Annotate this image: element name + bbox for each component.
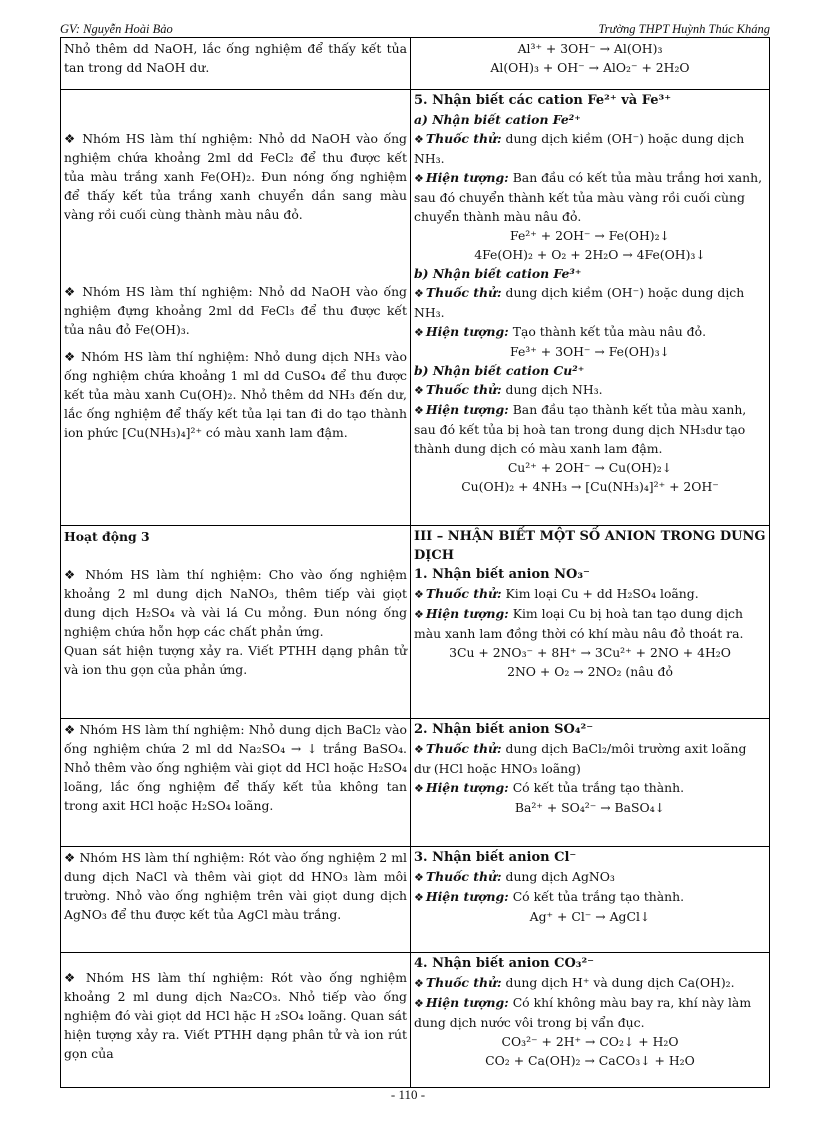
phenomenon-label: Hiện tượng: [425,780,509,795]
table-cell-left [61,90,411,526]
experiment-fe2: ❖ Nhóm HS làm thí nghiệm: Nhỏ dd NaOH vào ống nghiệm chứa khoảng 2ml dd FeCl₂ để thu được kết tủa màu trắng xanh Fe(OH)₂. Đun nóng ống nghiệm để thấy kết tủa trắng xanh chuyển dần sang màu vàng rồi cuối cùng thành màu nâu đỏ. [64,131,407,222]
reagent-text: Kim loại Cu + dd H₂SO₄ loãng. [505,586,699,601]
table-cell-right [411,953,770,1088]
reagent-text: dung dịch AgNO₃ [505,869,615,884]
phenomenon-text: Có kết tủa trắng tạo thành. [512,780,685,795]
header-school: Trường THPT Huỳnh Thúc Kháng [598,22,770,36]
reagent-label: Thuốc thử: [425,586,502,601]
phenomenon-label: Hiện tượng: [425,170,509,185]
cell-text: Nhỏ thêm dd NaOH, lắc ống nghiệm để thấy kết tủa tan trong dd NaOH dư. [64,41,407,75]
table-row [61,90,770,526]
diamond-bullet-icon: ❖ [414,743,424,756]
section-title: 1. Nhận biết anion NO₃⁻ [414,567,590,582]
subsection-title: b) Nhận biết cation Fe³⁺ [414,266,582,281]
table-cell-left [61,526,411,719]
equation: Cu²⁺ + 2OH⁻ → Cu(OH)₂↓ [507,460,673,475]
phenomenon-label: Hiện tượng: [425,889,509,904]
table-row [61,526,770,719]
subsection-title: b) Nhận biết cation Cu²⁺ [414,363,585,378]
lesson-table [60,37,770,1088]
reagent-label: Thuốc thử: [425,382,502,397]
section-title: 2. Nhận biết anion SO₄²⁻ [414,722,594,737]
phenomenon-text: Có khí không màu bay ra, khí này làm dung dịch nước vôi trong bị vẩn đục. [414,995,752,1030]
diamond-bullet-icon: ❖ [414,608,424,621]
table-row [61,719,770,847]
section-title: 4. Nhận biết anion CO₃²⁻ [414,956,595,971]
table-cell-left [61,953,411,1088]
experiment-no3-note: Quan sát hiện tượng xảy ra. Viết PTHH dạng phân tử và ion thu gọn của phản ứng. [64,643,407,677]
reagent-label: Thuốc thử: [425,131,502,146]
diamond-bullet-icon: ❖ [414,588,424,601]
table-cell-left [61,847,411,953]
reagent-text: dung dịch H⁺ và dung dịch Ca(OH)₂. [505,975,735,990]
reagent-text: dung dịch NH₃. [505,382,603,397]
table-cell-left [61,38,411,90]
reagent-text: dung dịch BaCl₂/môi trường axit loãng dư (HCl hoặc HNO₃ loãng) [414,741,747,776]
section-title: 3. Nhận biết anion Cl⁻ [414,850,577,865]
table-cell-right [411,90,770,526]
phenomenon-label: Hiện tượng: [425,402,509,417]
equation: CO₂ + Ca(OH)₂ → CaCO₃↓ + H₂O [485,1053,695,1068]
equation: Ba²⁺ + SO₄²⁻ → BaSO₄↓ [514,800,666,815]
equation: Fe³⁺ + 3OH⁻ → Fe(OH)₃↓ [510,344,670,359]
equation: Al³⁺ + 3OH⁻ → Al(OH)₃ [517,41,663,56]
phenomenon-text: Kim loại Cu bị hoà tan tạo dung dịch màu xanh lam đồng thời có khí màu nâu đỏ thoát ra. [414,606,744,641]
phenomenon-text: Ban đầu tạo thành kết tủa màu xanh, sau đó kết tủa bị hoà tan trong dung dịch NH₃dư tạo thành dung dịch có màu xanh lam đậm. [414,402,747,456]
diamond-bullet-icon: ❖ [414,891,424,904]
table-row [61,953,770,1088]
phenomenon-label: Hiện tượng: [425,995,509,1010]
equation: 4Fe(OH)₂ + O₂ + 2H₂O → 4Fe(OH)₃↓ [474,247,706,262]
diamond-bullet-icon: ❖ [414,172,424,185]
diamond-bullet-icon: ❖ [414,384,424,397]
equation: CO₃²⁻ + 2H⁺ → CO₂↓ + H₂O [501,1034,679,1049]
reagent-label: Thuốc thử: [425,869,502,884]
equation: Cu(OH)₂ + 4NH₃ → [Cu(NH₃)₄]²⁺ + 2OH⁻ [461,479,719,494]
reagent-text: dung dịch kiềm (OH⁻) hoặc dung dịch NH₃. [414,285,745,320]
equation: Fe²⁺ + 2OH⁻ → Fe(OH)₂↓ [510,228,670,243]
phenomenon-label: Hiện tượng: [425,324,509,339]
diamond-bullet-icon: ❖ [414,404,424,417]
equation: Al(OH)₃ + OH⁻ → AlO₂⁻ + 2H₂O [490,60,690,75]
diamond-bullet-icon: ❖ [414,287,424,300]
equation: 3Cu + 2NO₃⁻ + 8H⁺ → 3Cu²⁺ + 2NO + 4H₂O [449,645,731,660]
diamond-bullet-icon: ❖ [414,977,424,990]
table-cell-right [411,847,770,953]
activity-heading: Hoạt động 3 [64,529,150,544]
reagent-label: Thuốc thử: [425,741,502,756]
table-cell-right [411,526,770,719]
phenomenon-text: Tạo thành kết tủa màu nâu đỏ. [512,324,707,339]
phenomenon-text: Có kết tủa trắng tạo thành. [512,889,685,904]
phenomenon-label: Hiện tượng: [425,606,509,621]
page-number: - 110 - [390,1087,426,1102]
table-row [61,38,770,90]
diamond-bullet-icon: ❖ [414,871,424,884]
table-cell-right [411,38,770,90]
diamond-bullet-icon: ❖ [414,997,424,1010]
experiment-co3: ❖ Nhóm HS làm thí nghiệm: Rót vào ống nghiệm khoảng 2 ml dung dịch Na₂CO₃. Nhỏ tiếp vào ống nghiệm đó vài giọt dd HCl hặc H ₂SO₄ loãng. Quan sát hiện tượng xảy ra. Viết PTHH dạng phân tử và ion rút gọn của [64,970,407,1061]
diamond-bullet-icon: ❖ [414,326,424,339]
section-title: 5. Nhận biết các cation Fe²⁺ và Fe³⁺ [414,93,672,108]
table-row [61,847,770,953]
table-cell-right [411,719,770,847]
reagent-text: dung dịch kiềm (OH⁻) hoặc dung dịch NH₃. [414,131,745,166]
equation: 2NO + O₂ → 2NO₂ (nâu đỏ [507,664,673,679]
phenomenon-text: Ban đầu có kết tủa màu trắng hơi xanh, sau đó chuyển thành kết tủa màu vàng rồi cuối cùng chuyển thành màu nâu đỏ. [414,170,763,224]
section-heading: III – NHẬN BIẾT MỘT SỐ ANION TRONG DUNG DỊCH [414,529,766,563]
subsection-title: a) Nhận biết cation Fe²⁺ [414,112,581,127]
page-header [60,22,770,38]
experiment-fe3: ❖ Nhóm HS làm thí nghiệm: Nhỏ dd NaOH vào ống nghiệm đựng khoảng 2ml dd FeCl₃ để thu được kết tủa nâu đỏ Fe(OH)₃. [64,284,407,337]
experiment-cu: ❖ Nhóm HS làm thí nghiệm: Nhỏ dung dịch NH₃ vào ống nghiệm chứa khoảng 1 ml dd CuSO₄ để thu được kết tủa màu xanh Cu(OH)₂. Nhỏ thêm dd NH₃ đến dư, lắc ống nghiệm để thấy kết tủa lại tan đi do tạo thành ion phức [Cu(NH₃)₄]²⁺ có màu xanh lam đậm. [64,349,407,440]
experiment-so4: ❖ Nhóm HS làm thí nghiệm: Nhỏ dung dịch BaCl₂ vào ống nghiệm chứa 2 ml dd Na₂SO₄ → ↓ trắng BaSO₄. Nhỏ thêm vào ống nghiệm vài giọt dd HCl hoặc H₂SO₄ loãng, lắc ống nghiệm để thấy kết tủa không tan trong axit HCl hoặc H₂SO₄ loãng. [64,722,407,813]
equation: Ag⁺ + Cl⁻ → AgCl↓ [529,909,651,924]
header-author: GV: Nguyễn Hoài Bảo [60,22,173,36]
diamond-bullet-icon: ❖ [414,133,424,146]
experiment-cl: ❖ Nhóm HS làm thí nghiệm: Rót vào ống nghiệm 2 ml dung dịch NaCl và thêm vài giọt dd HNO₃ làm môi trường. Nhỏ vào ống nghiệm trên vài giọt dung dịch AgNO₃ để thu được kết tủa AgCl màu trắng. [64,850,407,922]
diamond-bullet-icon: ❖ [414,782,424,795]
experiment-no3: ❖ Nhóm HS làm thí nghiệm: Cho vào ống nghiệm khoảng 2 ml dung dịch NaNO₃, thêm tiếp vài giọt dung dịch H₂SO₄ và vài lá Cu mỏng. Đun nóng ống nghiệm chứa hỗn hợp các chất phản ứng. [64,567,407,639]
reagent-label: Thuốc thử: [425,975,502,990]
table-cell-left [61,719,411,847]
reagent-label: Thuốc thử: [425,285,502,300]
